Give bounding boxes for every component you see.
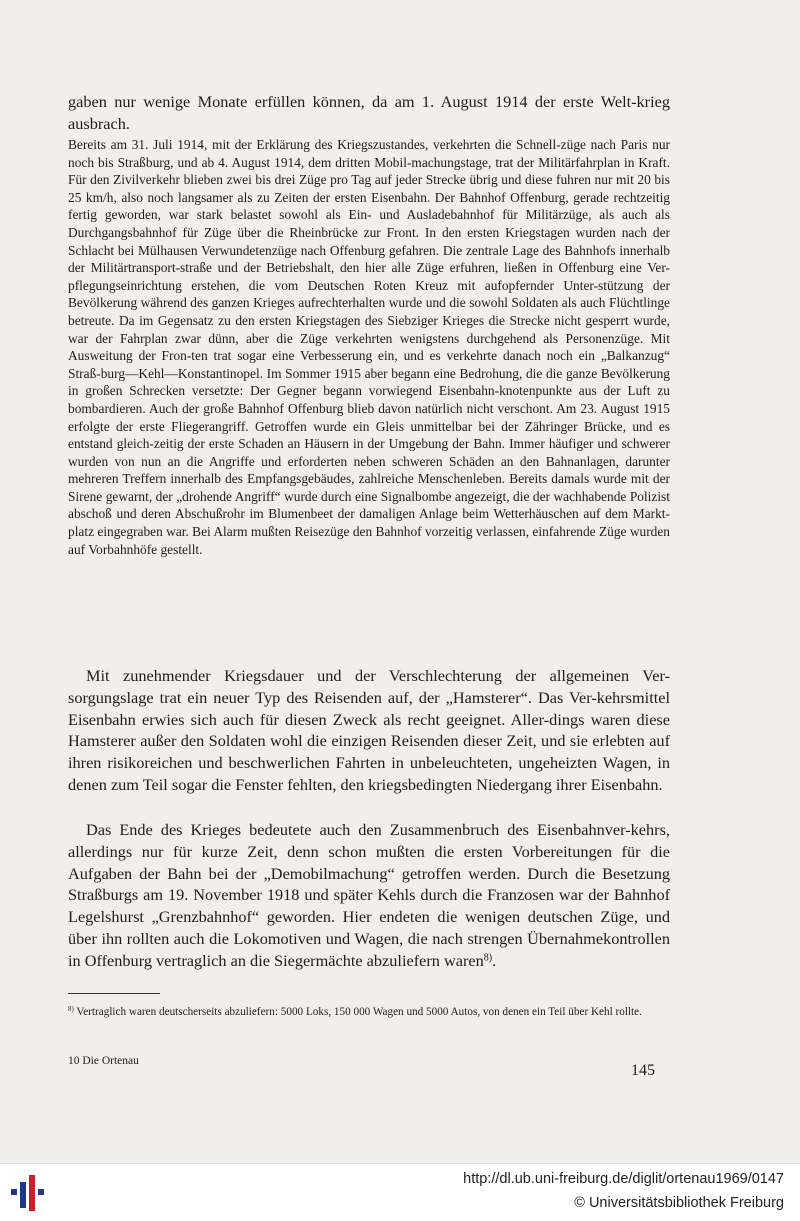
ub-freiburg-logo-icon[interactable] (8, 1172, 50, 1214)
copyright-notice: © Universitätsbibliothek Freiburg (574, 1195, 784, 1211)
footnote-text: Vertraglich waren deutscherseits abzuliefern: 5000 Loks, 150 000 Wagen und 5000 Autos, von denen ein Teil über Kehl rollte. (76, 1006, 642, 1018)
viewer-footer (0, 1163, 800, 1221)
footnote-marker: 8) (68, 1005, 74, 1014)
page-number: 145 (631, 1062, 655, 1079)
body-paragraph-hamsterer: Mit zunehmender Kriegsdauer und der Verschlechterung der allgemeinen Ver-sorgungslage trat ein neuer Typ des Reisenden auf, der „Hamsterer“. Das Ver-kehrsmittel Eisenbahn erwies sich auch für diesen Zweck als recht geeignet. Aller-dings waren diese Hamsterer außer den Soldaten wohl die einzigen Reisenden dieser Zeit, und sie erlebten auf ihren risikoreichen und beschwerlichen Fahrten in unbeleuchteten, ungeheizten Wagen, in denen zum Teil sogar die Fenster fehlten, den kriegsbedingten Niedergang ihrer Eisenbahn. (68, 666, 670, 794)
paragraph-text: Das Ende des Krieges bedeutete auch den Zusammenbruch des Eisenbahnver-kehrs, allerdings nur für kurze Zeit, denn schon mußten die ersten Vorbereitungen für die Aufgaben der Bahn bei der „Demobilmachung“ getroffen werden. Durch die Besetzung Straßburgs am 19. November 1918 und später Kehls durch die Franzosen war der Bahnhof Legelshurst „Grenzbahnhof“ geworden. Hier endeten die wenigen deutschen Züge, und über ihn rollten auch die Lokomotiven und Wagen, die nach strengen Übernahmekontrollen in Offenburg vertraglich an die Siegermächte abzuliefern waren (68, 820, 670, 970)
paragraph-end-punctuation: . (492, 950, 497, 970)
intro-paragraph: gaben nur wenige Monate erfüllen können, da am 1. August 1914 der erste Welt-krieg ausbrach. (68, 92, 670, 133)
logo-bar-center (29, 1175, 35, 1211)
footnote-reference[interactable]: 8) (483, 952, 493, 964)
body-paragraph-war-end (68, 819, 670, 972)
logo-bar-tall-left (20, 1182, 26, 1208)
signature-mark: 10 Die Ortenau (68, 1055, 139, 1067)
body-paragraph-small-print: Bereits am 31. Juli 1914, mit der Erklärung des Kriegszustandes, verkehrten die Schnell-züge nach Paris nur noch bis Straßburg, und ab 4. August 1914, dem dritten Mobil-machungstage, trat der Militärfahrplan in Kraft. Für den Zivilverkehr blieben zwei bis drei Züge pro Tag auf jeder Strecke übrig und diese fuhren nur mit 20 bis 25 km/h, also noch langsamer als zu Zeiten der ersten Eisenbahn. Der Bahnhof Offenburg, gerade rechtzeitig fertig geworden, war stark belastet sowohl als Ein- und Ausladebahnhof für Militärzüge, als auch als Durchgangsbahnhof für Züge über die Rheinbrücke zur Front. In den ersten Kriegstagen wurden nach der Schlacht bei Mülhausen Verwundetenzüge nach Offenburg gefahren. Die zentrale Lage des Bahnhofs innerhalb der Militärtransport-straße und der Betriebshalt, den hier alle Züge erfuhren, ließen in Offenburg eine Ver-pflegungseinrichtung erstehen, die vom Deutschen Roten Kreuz mit aufopfernder Unter-stützung der Bevölkerung während des ganzen Krieges aufrechterhalten wurde und die sowohl Soldaten als auch Flüchtlinge betreute. Da im Gegensatz zu den ersten Kriegstagen des Siebziger Krieges die Strecke nicht gesperrt wurde, war der Fahrplan zwar dünn, aber die Züge verkehrten wenigstens durchgehend als Personenzüge. Mit Ausweitung der Fron-ten trat sogar eine Verbesserung ein, und es verkehrte danach noch ein „Balkanzug“ Straß-burg—Kehl—Konstantinopel. Im Sommer 1915 aber begann eine Bedrohung, die die ganze Bevölkerung in großen Schrecken versetzte: Der Gegner begann vorwiegend Eisenbahn-knotenpunkte aus der Luft zu bombardieren. Auch der große Bahnhof Offenburg blieb davon natürlich nicht verschont. Am 23. August 1915 erfolgte der erste Fliegerangriff. Getroffen wurde ein Gleis unmittelbar bei der Zähringer Brücke, und es entstand gleich-zeitig der erste Schaden an Häusern in der Umgebung der Bahn. Immer häufiger und schwerer wurden von nun an die Angriffe und erforderten neben schweren Schäden an den Bahnanlagen, darunter mehreren Treffern innerhalb des Empfangsgebäudes, zahlreiche Menschenleben. Bereits damals wurde mit der Sirene gewarnt, der „drohende Angriff“ wurde durch eine Signalbombe angezeigt, die der wachhabende Polizist abschoß und deren Abschußrohr im Blumenbeet der damaligen Anlage beim Wetterhäuschen auf dem Markt-platz eingegraben war. Bei Alarm mußten Reisezüge den Bahnhof vorzeitig verlassen, einfahrende Züge wurden auf Vorbahnhöfe gestellt. (68, 137, 670, 557)
logo-bar-left (11, 1189, 17, 1195)
footnote-rule (68, 993, 160, 994)
logo-bar-right (38, 1189, 44, 1195)
footnote (68, 1004, 670, 1020)
permalink-url[interactable]: http://dl.ub.uni-freiburg.de/diglit/ortenau1969/0147 (463, 1171, 784, 1187)
